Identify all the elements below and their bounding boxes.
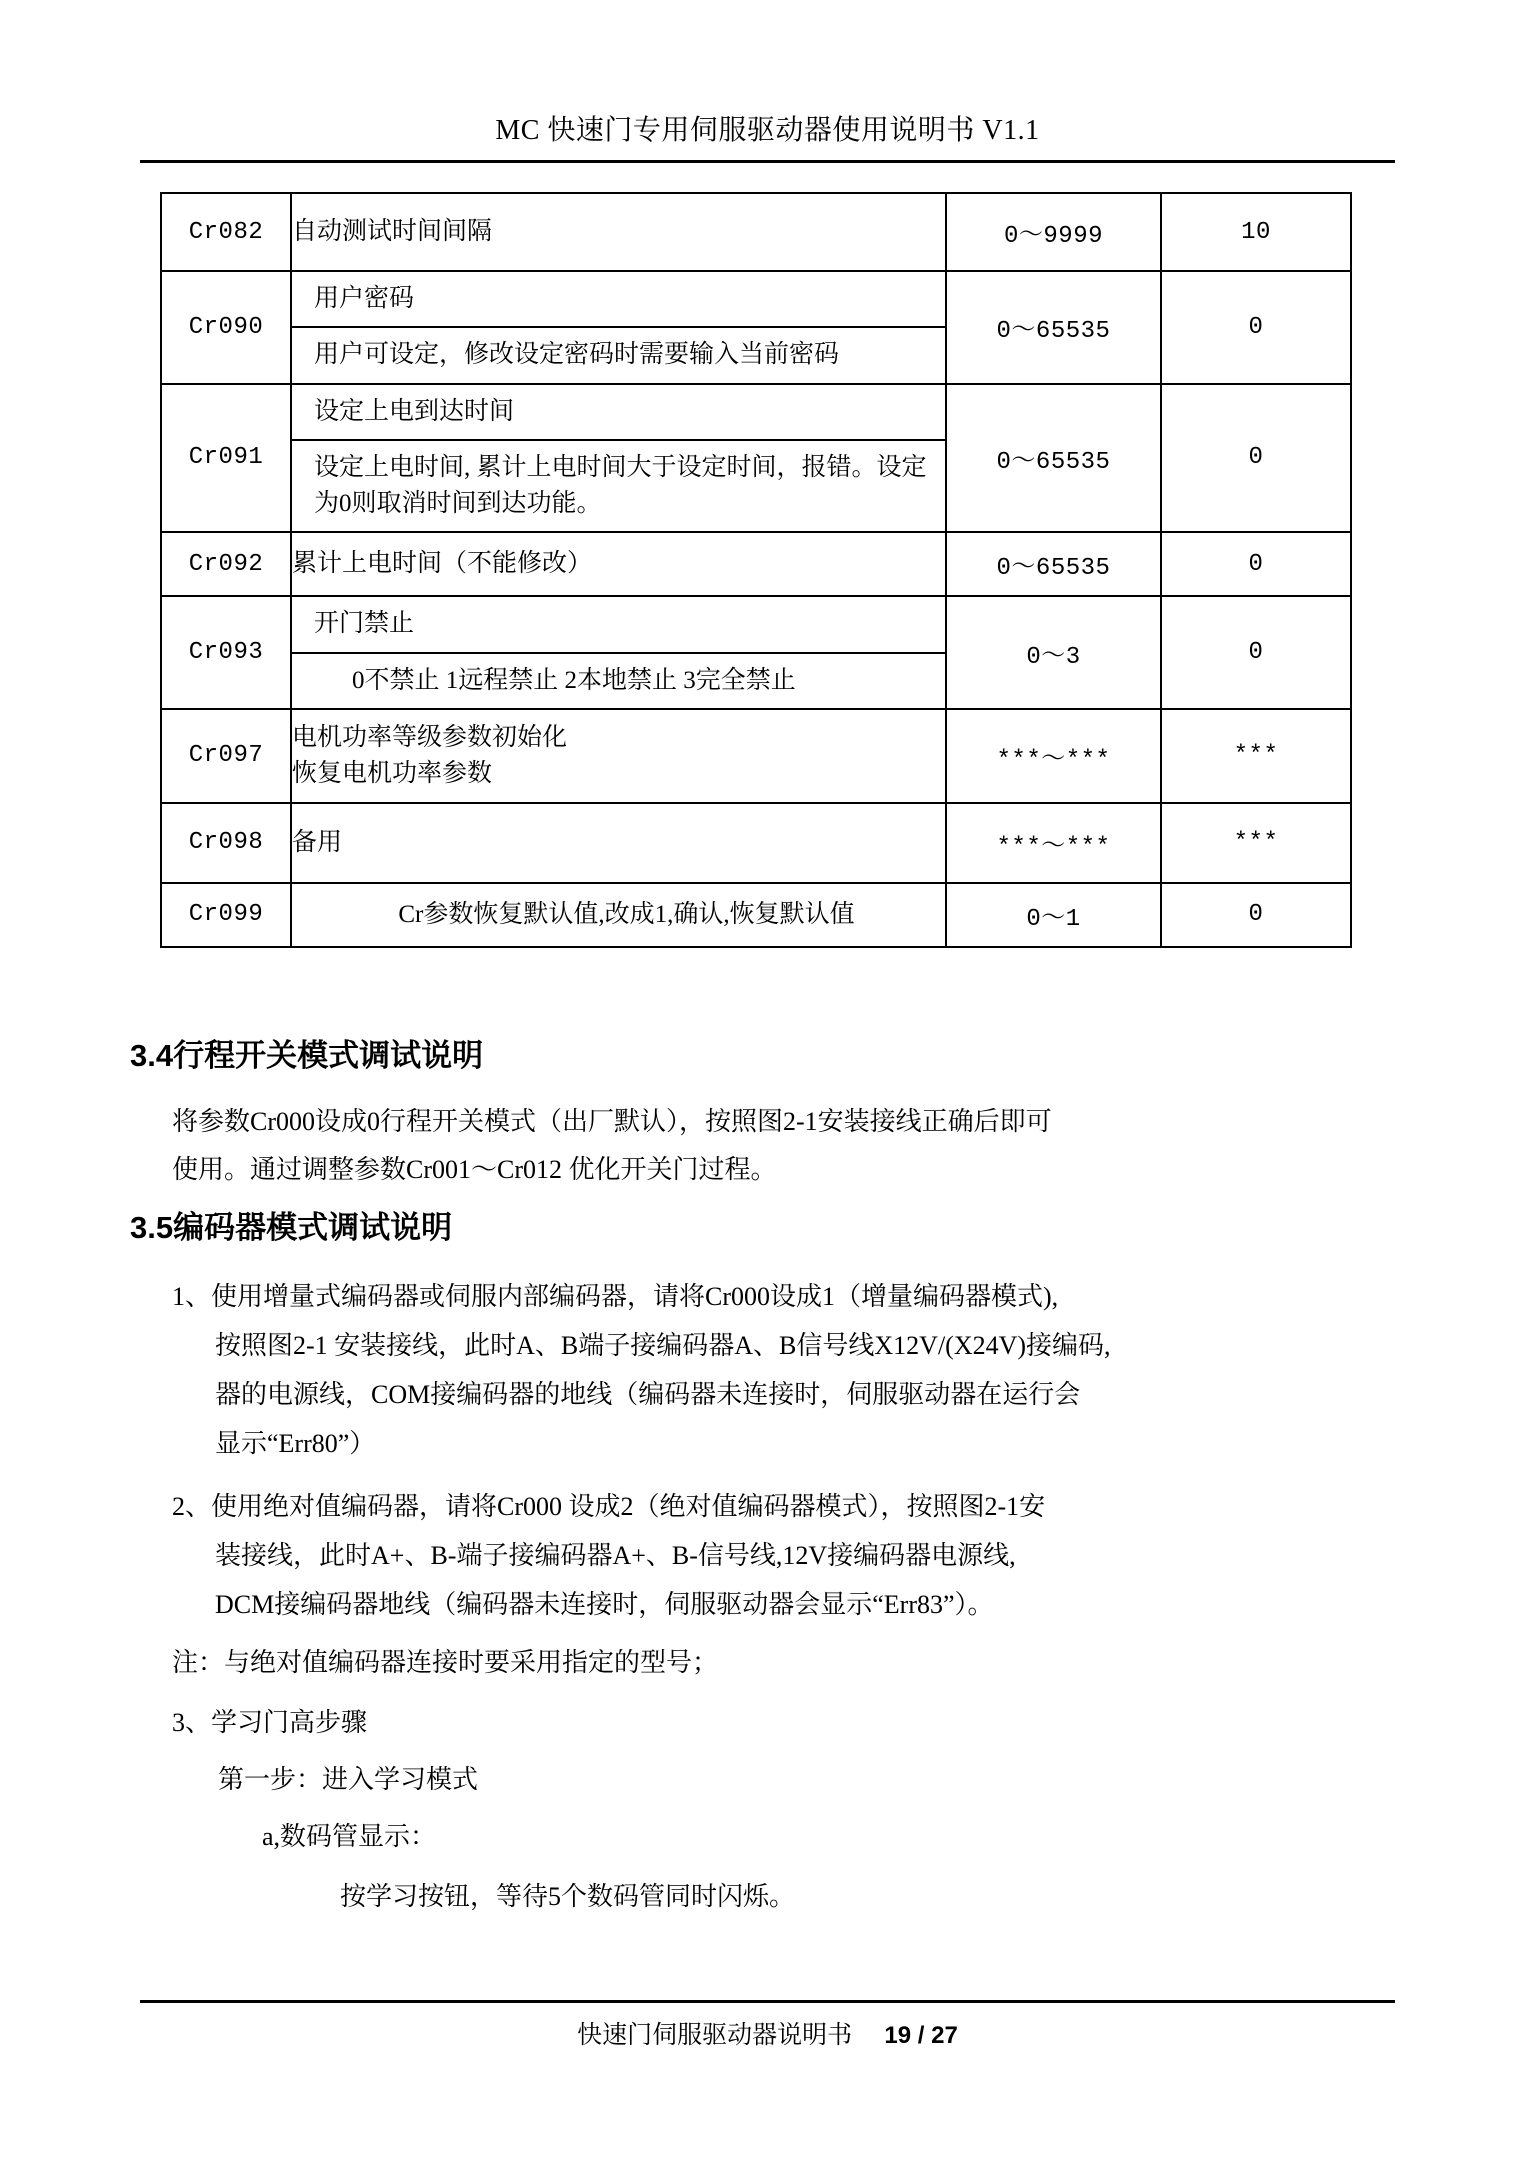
param-range: 0～3 — [946, 596, 1161, 709]
list-item-2-line-2: 装接线，此时A+、B-端子接编码器A+、B-信号线,12V接编码器电源线, — [215, 1541, 1016, 1570]
param-range: ***～*** — [946, 803, 1161, 883]
param-range: 0～65535 — [946, 532, 1161, 596]
list-item-1-line-3: 器的电源线，COM接编码器的地线（编码器未连接时，伺服驱动器在运行会 — [215, 1380, 1081, 1409]
param-default: 0 — [1161, 596, 1351, 709]
parameter-table — [160, 192, 1352, 948]
section-3-4-line-2: 使用。通过调整参数Cr001～Cr012 优化开关门过程。 — [172, 1155, 777, 1184]
param-desc-group — [291, 596, 946, 709]
param-desc-group — [291, 709, 946, 803]
param-range: 0～1 — [946, 883, 1161, 947]
param-desc: 用户密码 — [292, 272, 945, 327]
header-divider — [140, 160, 1395, 163]
param-default: 10 — [1161, 193, 1351, 271]
param-desc-detail: 恢复电机功率参数 — [292, 759, 493, 787]
table-row — [161, 532, 1351, 596]
param-code: Cr093 — [161, 596, 291, 709]
list-item-1-line-1: 1、使用增量式编码器或伺服内部编码器，请将Cr000设成1（增量编码器模式), — [172, 1282, 1059, 1311]
table-row — [161, 193, 1351, 271]
table-row — [161, 271, 1351, 384]
param-code: Cr092 — [161, 532, 291, 596]
param-desc-detail: 用户可设定，修改设定密码时需要输入当前密码 — [314, 341, 840, 369]
param-code: Cr098 — [161, 803, 291, 883]
table-row — [161, 883, 1351, 947]
step-1-a-detail: 按学习按钮，等待5个数码管同时闪烁。 — [340, 1882, 796, 1911]
table-row — [161, 596, 1351, 709]
list-item-2-line-1: 2、使用绝对值编码器，请将Cr000 设成2（绝对值编码器模式），按照图2-1安 — [172, 1492, 1046, 1521]
param-code: Cr090 — [161, 271, 291, 384]
param-desc-group — [291, 271, 946, 384]
param-range: ***～*** — [946, 709, 1161, 803]
list-item-2-line-3: DCM接编码器地线（编码器未连接时，伺服驱动器会显示“Err83”）。 — [215, 1590, 994, 1619]
section-title-3-4: 3.4行程开关模式调试说明 — [130, 1038, 484, 1073]
note-line: 注：与绝对值编码器连接时要采用指定的型号； — [172, 1648, 719, 1677]
param-desc-detail: 0不禁止 1远程禁止 2本地禁止 3完全禁止 — [352, 666, 796, 694]
param-range: 0～65535 — [946, 271, 1161, 384]
list-item-3: 3、学习门高步骤 — [172, 1708, 368, 1737]
param-desc: 备用 — [291, 803, 946, 883]
param-desc-detail: 设定上电时间, 累计上电时间大于设定时间，报错。设定为0则取消时间到达功能。 — [314, 453, 927, 517]
param-range: 0～65535 — [946, 384, 1161, 533]
table-row — [161, 803, 1351, 883]
list-item-1-line-2: 按照图2-1 安装接线，此时A、B端子接编码器A、B信号线X12V/(X24V)接编码, — [215, 1331, 1111, 1360]
param-default: 0 — [1161, 384, 1351, 533]
param-desc: 设定上电到达时间 — [292, 385, 945, 440]
param-default: *** — [1161, 803, 1351, 883]
table-row — [161, 709, 1351, 803]
param-code: Cr082 — [161, 193, 291, 271]
param-desc: 电机功率等级参数初始化 — [292, 723, 568, 751]
page-number: 19 / 27 — [884, 2022, 958, 2049]
page-header: MC 快速门专用伺服驱动器使用说明书 V1.1 — [495, 115, 1040, 146]
list-item-1-line-4: 显示“Err80”） — [215, 1429, 376, 1458]
param-default: 0 — [1161, 532, 1351, 596]
step-1-a: a,数码管显示： — [262, 1822, 437, 1851]
param-code: Cr099 — [161, 883, 291, 947]
param-code: Cr091 — [161, 384, 291, 533]
param-desc: 自动测试时间间隔 — [291, 193, 946, 271]
footer-divider — [140, 2000, 1395, 2003]
step-1: 第一步：进入学习模式 — [218, 1765, 479, 1794]
param-default: 0 — [1161, 271, 1351, 384]
param-desc: 累计上电时间（不能修改） — [291, 532, 946, 596]
param-default: 0 — [1161, 883, 1351, 947]
page-footer — [140, 2015, 1395, 2051]
section-title-3-5: 3.5编码器模式调试说明 — [130, 1210, 453, 1245]
param-default: *** — [1161, 709, 1351, 803]
param-desc-group — [291, 384, 946, 533]
param-range: 0～9999 — [946, 193, 1161, 271]
param-desc: Cr参数恢复默认值,改成1,确认,恢复默认值 — [291, 883, 946, 947]
footer-text: 快速门伺服驱动器说明书 — [577, 2022, 853, 2049]
param-desc: 开门禁止 — [292, 597, 945, 652]
section-3-4-line-1: 将参数Cr000设成0行程开关模式（出厂默认），按照图2-1安装接线正确后即可 — [172, 1107, 1052, 1136]
param-code: Cr097 — [161, 709, 291, 803]
table-row — [161, 384, 1351, 533]
